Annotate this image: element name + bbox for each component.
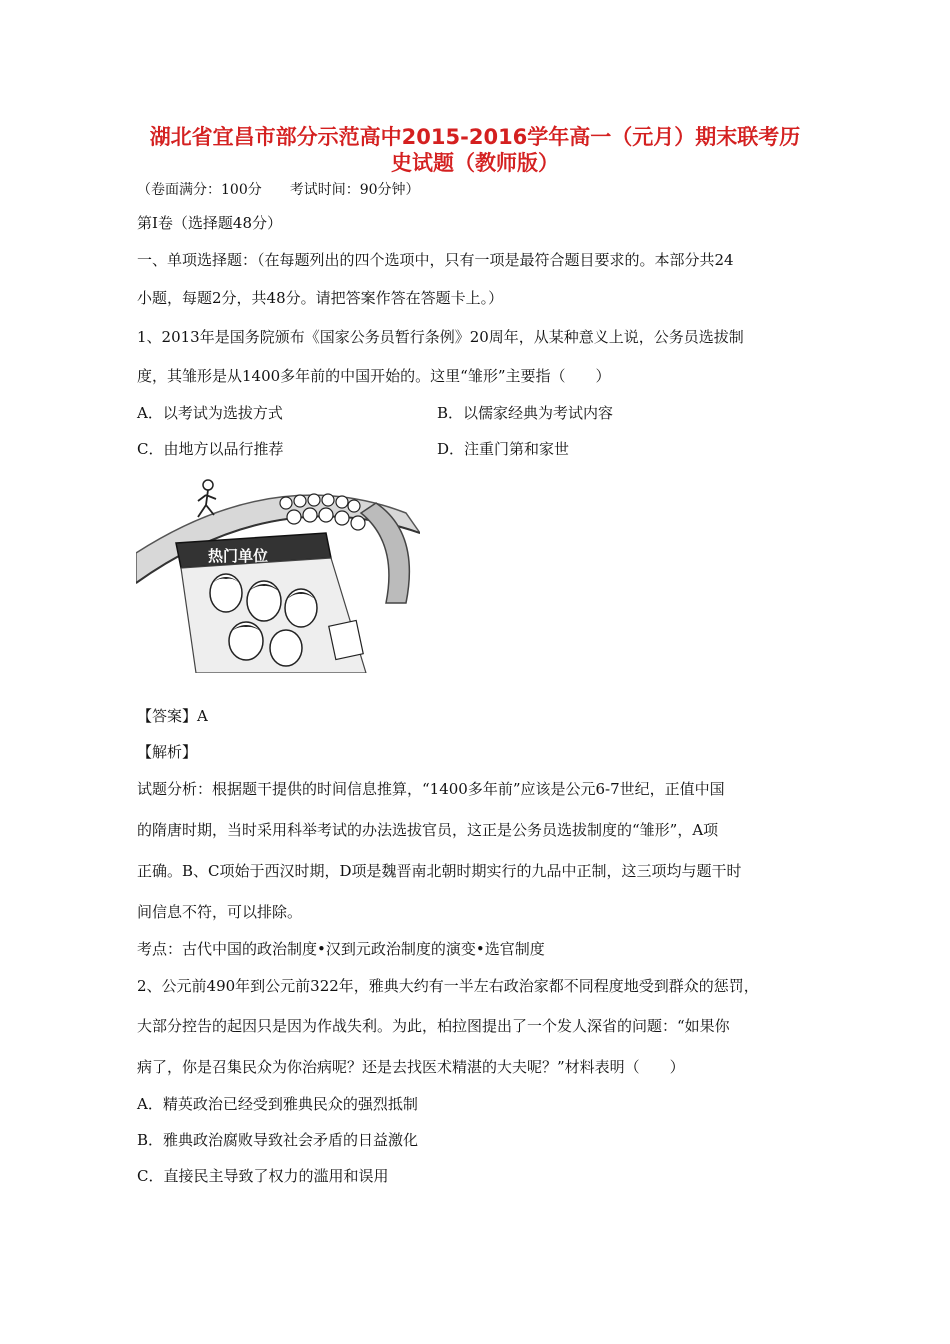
q1-analysis-line-4: 间信息不符，可以排除。 xyxy=(137,903,303,921)
instructions-line-1: 一、单项选择题：（在每题列出的四个选项中，只有一项是最符合题目要求的。本部分共24 xyxy=(137,251,734,269)
q1-analysis-label: 【解析】 xyxy=(137,743,198,761)
section-heading: 第Ⅰ卷（选择题48分） xyxy=(137,214,283,232)
q1-stem-line-2: 度，其雏形是从1400多年前的中国开始的。这里“雏形”主要指（ ） xyxy=(137,367,611,385)
q2-option-c: C．直接民主导致了权力的滥用和误用 xyxy=(137,1167,389,1185)
banner-text: 热门单位 xyxy=(208,547,269,565)
q2-option-b: B．雅典政治腐败导致社会矛盾的日益激化 xyxy=(137,1131,419,1149)
exam-info: （卷面满分：100分 考试时间：90分钟） xyxy=(137,182,420,198)
page-title-line-1: 湖北省宜昌市部分示范高中2015-2016学年高一（元月）期末联考历 xyxy=(149,125,801,149)
q1-stem-line-1: 1、2013年是国务院颁布《国家公务员暂行条例》20周年，从某种意义上说，公务员选拔制 xyxy=(137,328,744,346)
q2-stem-line-1: 2、公元前490年到公元前322年，雅典大约有一半左右政治家都不同程度地受到群众的惩罚， xyxy=(137,977,759,995)
instructions-line-2: 小题，每题2分，共48分。请把答案作答在答题卡上。） xyxy=(137,289,504,307)
q1-option-a: A．以考试为选拔方式 xyxy=(137,404,283,422)
q1-analysis-line-3: 正确。B、C项始于西汉时期，D项是魏晋南北朝时期实行的九品中正制，这三项均与题干时 xyxy=(137,862,742,880)
q2-stem-line-2: 大部分控告的起因只是因为作战失利。为此，柏拉图提出了一个发人深省的问题：“如果你 xyxy=(137,1017,730,1035)
q1-option-b: B．以儒家经典为考试内容 xyxy=(437,404,614,422)
q1-analysis-line-1: 试题分析：根据题干提供的时间信息推算，“1400多年前”应该是公元6-7世纪，正值中国 xyxy=(137,780,725,798)
q1-answer: 【答案】A xyxy=(137,707,208,725)
q1-option-d: D．注重门第和家世 xyxy=(437,440,570,458)
q2-option-a: A．精英政治已经受到雅典民众的强烈抵制 xyxy=(137,1095,418,1113)
q1-option-c: C．由地方以品行推荐 xyxy=(137,440,284,458)
page-title-line-2: 史试题（教师版） xyxy=(391,151,559,175)
q1-analysis-line-2: 的隋唐时期，当时采用科举考试的办法选拔官员，这正是公务员选拔制度的“雏形”，A项 xyxy=(137,821,719,839)
q1-point: 考点：古代中国的政治制度•汉到元政治制度的演变•选官制度 xyxy=(137,940,545,958)
cartoon-illustration xyxy=(136,473,420,673)
q2-stem-line-3: 病了，你是召集民众为你治病呢？还是去找医术精湛的大夫呢？”材料表明（ ） xyxy=(137,1058,685,1076)
